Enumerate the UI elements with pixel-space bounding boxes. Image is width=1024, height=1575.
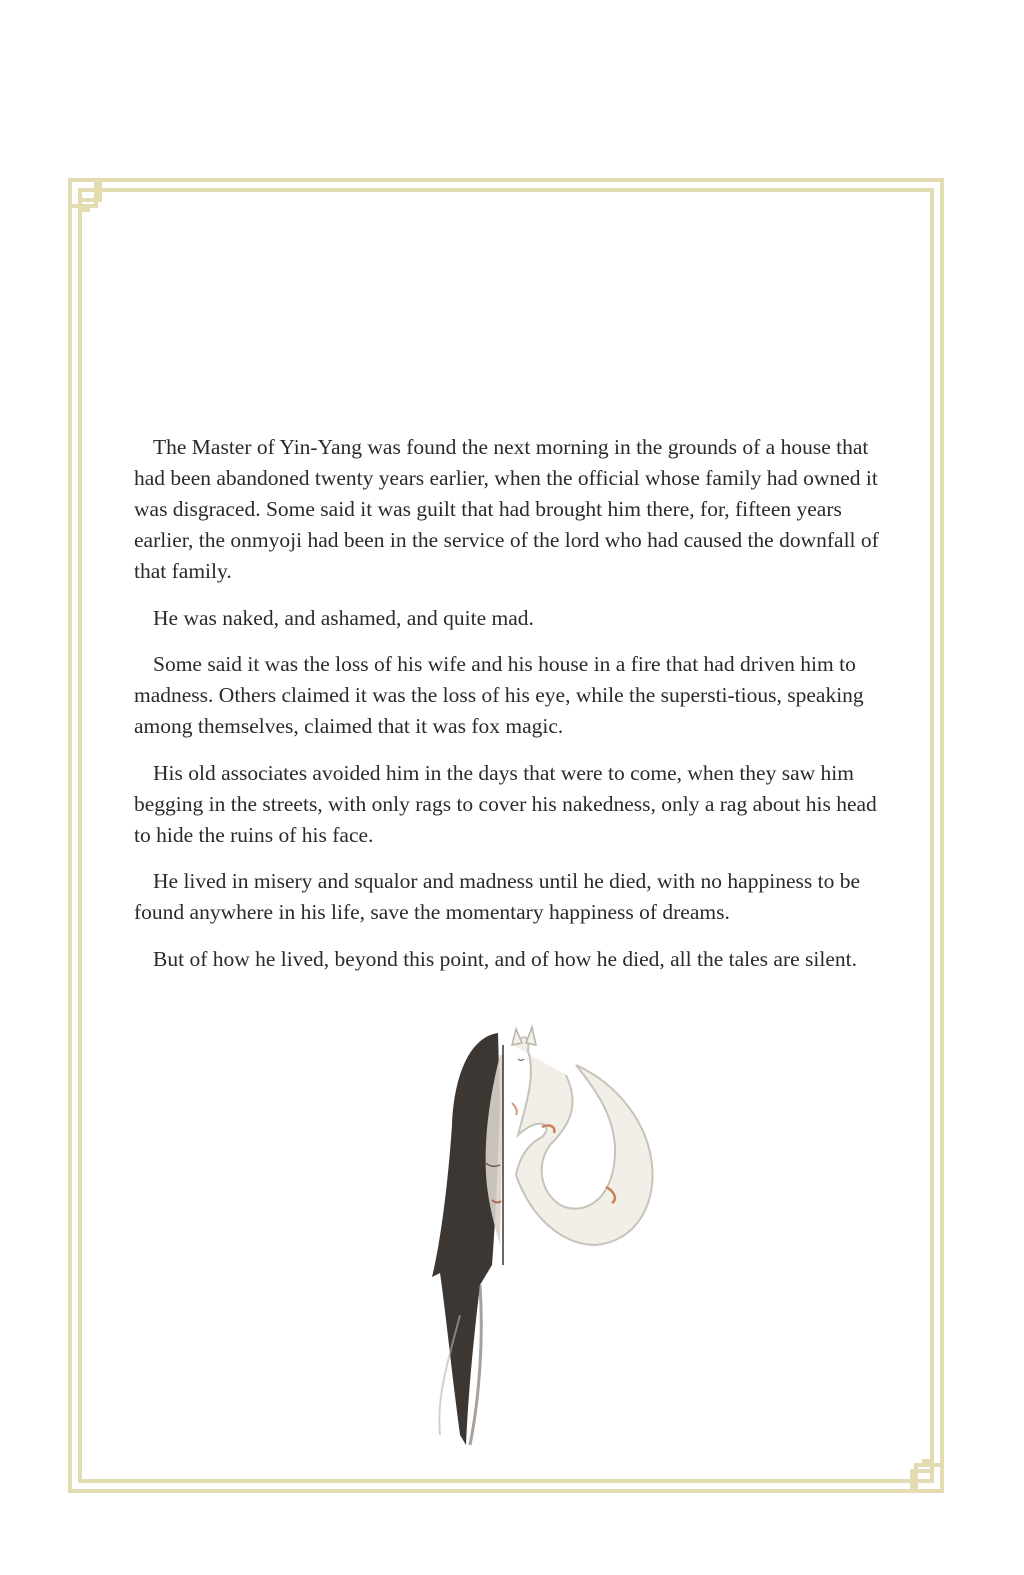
- fox-shape: [512, 1037, 653, 1245]
- paragraph-6: But of how he lived, beyond this point, and of how he died, all the tales are silent.: [153, 946, 857, 971]
- story-text: [134, 432, 894, 990]
- paragraph-5: He lived in misery and squalor and madness until he died, with no happiness to be found anywhere in his life, save the momentary happiness of dreams.: [134, 869, 860, 924]
- paragraph-1: The Master of Yin-Yang was found the next morning in the grounds of a house that had been abandoned twenty years earlier, when the official whose family had owned it was disgraced. Some said it was guilt that had brought him there, for, fifteen years earlier, the onmyoji had been in the service of the lord who had caused the downfall of that family.: [134, 435, 879, 583]
- paragraph-3: Some said it was the loss of his wife and his house in a fire that had driven him to madness. Others claimed it was the loss of his eye, while the supersti-tious, speaking among themselves, claimed that it was fox magic.: [134, 652, 864, 738]
- paragraph-2: He was naked, and ashamed, and quite mad.: [153, 605, 534, 630]
- fox-woman-illustration: [400, 1015, 680, 1465]
- paragraph-4: His old associates avoided him in the days that were to come, when they saw him begging in the streets, with only rags to cover his nakedness, only a rag about his head to hide the ruins of his face.: [134, 760, 877, 847]
